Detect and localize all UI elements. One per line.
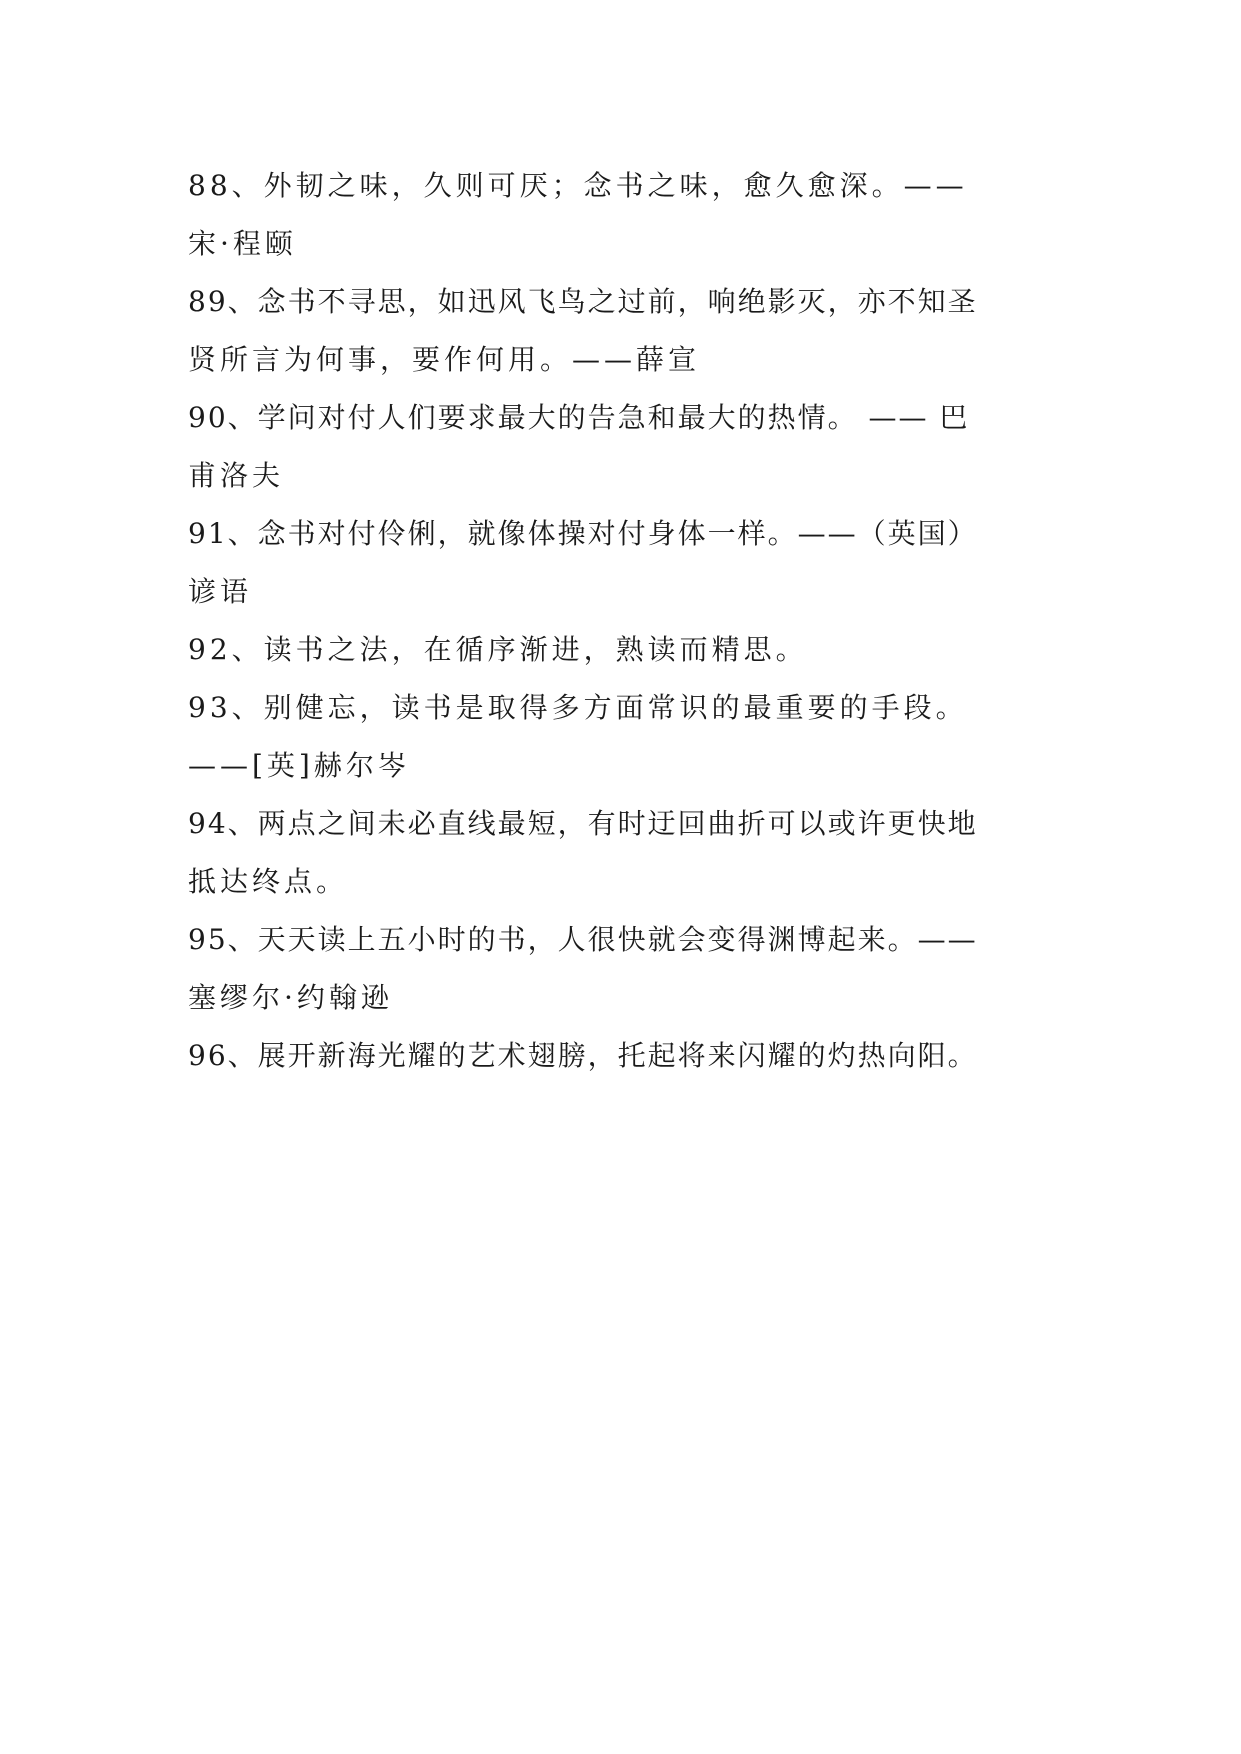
quote-91-line-1: 91、念书对付伶俐，就像体操对付身体一样。——（英国）: [188, 517, 978, 550]
quote-89-line-2: 贤所言为何事，要作何用。——薛宣: [188, 343, 701, 376]
quote-93-line-1: 93、别健忘，读书是取得多方面常识的最重要的手段。: [188, 691, 968, 724]
quote-92-line-1: 92、读书之法，在循序渐进，熟读而精思。: [188, 633, 808, 666]
quote-95-line-1: 95、天天读上五小时的书，人很快就会变得渊博起来。——: [188, 923, 978, 956]
quote-88-line-1: 88、外韧之味，久则可厌；念书之味，愈久愈深。——: [188, 169, 968, 202]
quote-93-line-2: ——[英]赫尔岑: [188, 749, 410, 782]
quote-95-line-2: 塞缪尔·约翰逊: [188, 981, 393, 1014]
quote-88-line-2: 宋·程颐: [188, 227, 297, 260]
quote-91-line-2: 谚语: [188, 575, 253, 608]
quote-94-line-2: 抵达终点。: [188, 865, 349, 898]
quote-94-line-1: 94、两点之间未必直线最短，有时迂回曲折可以或许更快地: [188, 807, 978, 840]
quote-96-line-1: 96、展开新海光耀的艺术翅膀，托起将来闪耀的灼热向阳。: [188, 1039, 978, 1072]
quote-89-line-1: 89、念书不寻思，如迅风飞鸟之过前，响绝影灭，亦不知圣: [188, 285, 978, 318]
quote-90-line-2: 甫洛夫: [188, 459, 285, 492]
quote-list: [188, 157, 1068, 1085]
quote-90-line-1: 90、学问对付人们要求最大的告急和最大的热情。 —— 巴: [188, 401, 970, 434]
